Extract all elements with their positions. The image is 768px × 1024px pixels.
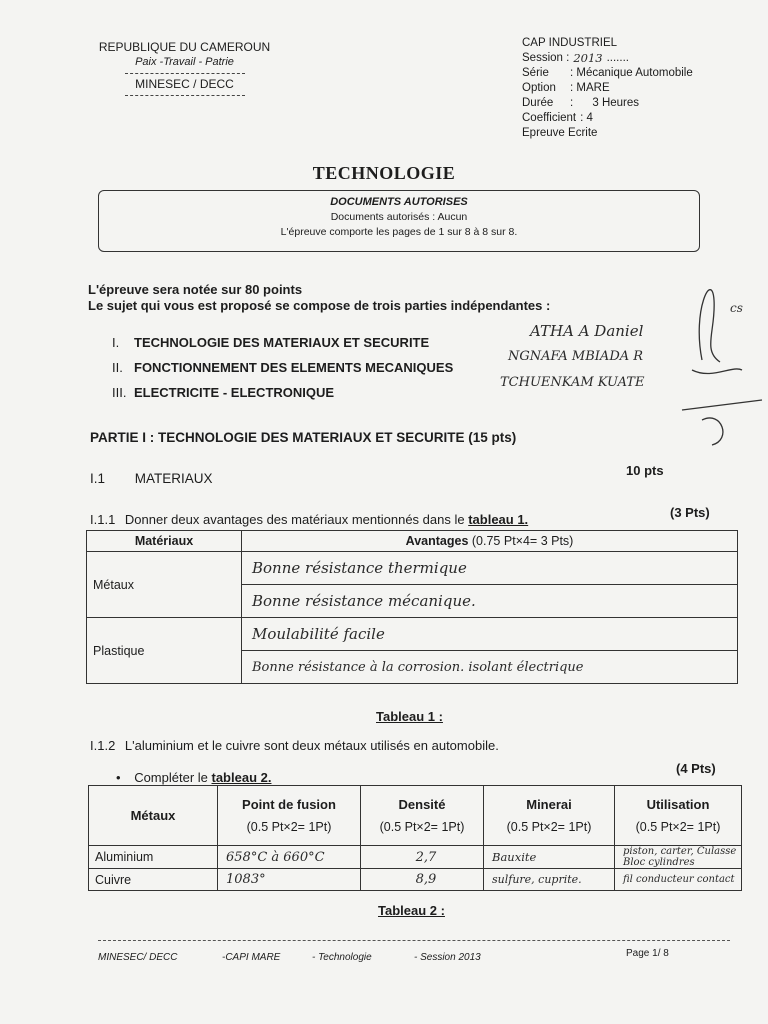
table-row	[87, 618, 738, 651]
parts-list	[112, 330, 453, 405]
utilisation-cell: piston, carter, Culasse Bloc cylindres	[615, 846, 742, 869]
partie-1-title: PARTIE I : TECHNOLOGIE DES MATERIAUX ET SECURITE (15 pts)	[90, 430, 517, 445]
table-row	[89, 869, 742, 891]
section-i1-points: 10 pts	[626, 463, 664, 478]
footer-divider	[98, 940, 730, 941]
material-cell: Plastique	[87, 618, 242, 684]
ministry-name: MINESEC / DECC	[135, 77, 234, 91]
question-i11-points: (3 Pts)	[670, 505, 710, 520]
footer-session: - Session 2013	[414, 952, 481, 963]
section-i1: I.1 MATERIAUX	[90, 471, 213, 486]
table-1-caption: Tableau 1 :	[376, 709, 443, 724]
page-title: TECHNOLOGIE	[312, 163, 456, 183]
table-row	[87, 552, 738, 585]
question-i12-bullet: • Compléter le tableau 2.	[116, 770, 272, 785]
footer-subject: - Technologie	[312, 952, 372, 963]
material-cell: Métaux	[87, 552, 242, 618]
table-header: Densité (0.5 Pt×2= 1Pt)	[361, 786, 484, 846]
divider	[125, 73, 245, 74]
table-1	[86, 530, 738, 684]
densite-cell: 8,9	[361, 869, 484, 891]
documents-allowed: Documents autorisés : Aucun	[330, 211, 468, 223]
minerai-cell: Bauxite	[484, 846, 615, 869]
fusion-cell: 1083°	[218, 869, 361, 891]
list-item: I. TECHNOLOGIE DES MATERIAUX ET SECURITE	[112, 335, 430, 350]
table-2	[88, 785, 742, 891]
footer-org: MINESEC/ DECC	[98, 952, 178, 963]
duree-row: Durée : 3 Heures	[522, 97, 640, 109]
table-header: Utilisation (0.5 Pt×2= 1Pt)	[615, 786, 742, 846]
divider	[125, 95, 245, 96]
table-2-caption: Tableau 2 :	[378, 903, 445, 918]
signature-2: NGNAFA MBIADA R	[508, 349, 644, 364]
table-header: Avantages (0.75 Pt×4= 3 Pts)	[242, 531, 738, 552]
question-i11: I.1.1 Donner deux avantages des matériaux mentionnés dans le tableau 1.	[90, 512, 529, 527]
exam-name: CAP INDUSTRIEL	[522, 37, 618, 49]
national-motto: Paix -Travail - Patrie	[135, 56, 234, 68]
utilisation-cell: fil conducteur contact	[615, 869, 742, 891]
table-header: Métaux	[89, 786, 218, 846]
question-i12-points: (4 Pts)	[676, 761, 716, 776]
coefficient-row: Coefficient : 4	[522, 112, 593, 124]
question-i12: I.1.2 L'aluminium et le cuivre sont deux métaux utilisés en automobile.	[90, 738, 499, 753]
signature-scribble-icon	[672, 270, 768, 450]
option-row: Option : MARE	[522, 82, 610, 94]
page-number: Page 1/ 8	[626, 948, 669, 959]
densite-cell: 2,7	[361, 846, 484, 869]
answer-cell: Bonne résistance mécanique.	[242, 585, 738, 618]
table-header: Matériaux	[87, 531, 242, 552]
epreuve-row: Epreuve Ecrite	[522, 127, 598, 139]
bullet-icon: •	[116, 770, 121, 785]
answer-cell: Moulabilité facile	[242, 618, 738, 651]
table-row	[89, 846, 742, 869]
documents-box-title: DOCUMENTS AUTORISES	[330, 196, 468, 208]
metal-cell: Cuivre	[89, 869, 218, 891]
table-header: Minerai (0.5 Pt×2= 1Pt)	[484, 786, 615, 846]
documents-box	[98, 190, 700, 252]
intro-text: L'épreuve sera notée sur 80 points Le sujet qui vous est proposé se compose de trois parties indépendantes :	[88, 282, 551, 313]
serie-row: Série : Mécanique Automobile	[522, 67, 693, 79]
session-row: Session : 2013 .......	[522, 51, 629, 65]
page-count-note: L'épreuve comporte les pages de 1 sur 8 à 8 sur 8.	[280, 226, 518, 238]
signatures	[500, 318, 645, 396]
answer-cell: Bonne résistance thermique	[242, 552, 738, 585]
fusion-cell: 658°C à 660°C	[218, 846, 361, 869]
svg-text:cs: cs	[730, 301, 743, 315]
footer-exam: -CAPI MARE	[222, 952, 281, 963]
list-item: III. ELECTRICITE - ELECTRONIQUE	[112, 385, 335, 400]
metal-cell: Aluminium	[89, 846, 218, 869]
list-item: II. FONCTIONNEMENT DES ELEMENTS MECANIQUES	[112, 360, 454, 375]
signature-3: TCHUENKAM KUATE	[500, 375, 645, 390]
minerai-cell: sulfure, cuprite.	[484, 869, 615, 891]
signature-1: ATHA A Daniel	[530, 322, 644, 340]
country-name: REPUBLIQUE DU CAMEROUN	[98, 40, 271, 54]
header-left	[92, 40, 277, 99]
header-right	[522, 36, 693, 141]
answer-cell: Bonne résistance à la corrosion. isolant électrique	[242, 651, 738, 684]
session-value: 2013	[573, 51, 603, 65]
table-header: Point de fusion (0.5 Pt×2= 1Pt)	[218, 786, 361, 846]
